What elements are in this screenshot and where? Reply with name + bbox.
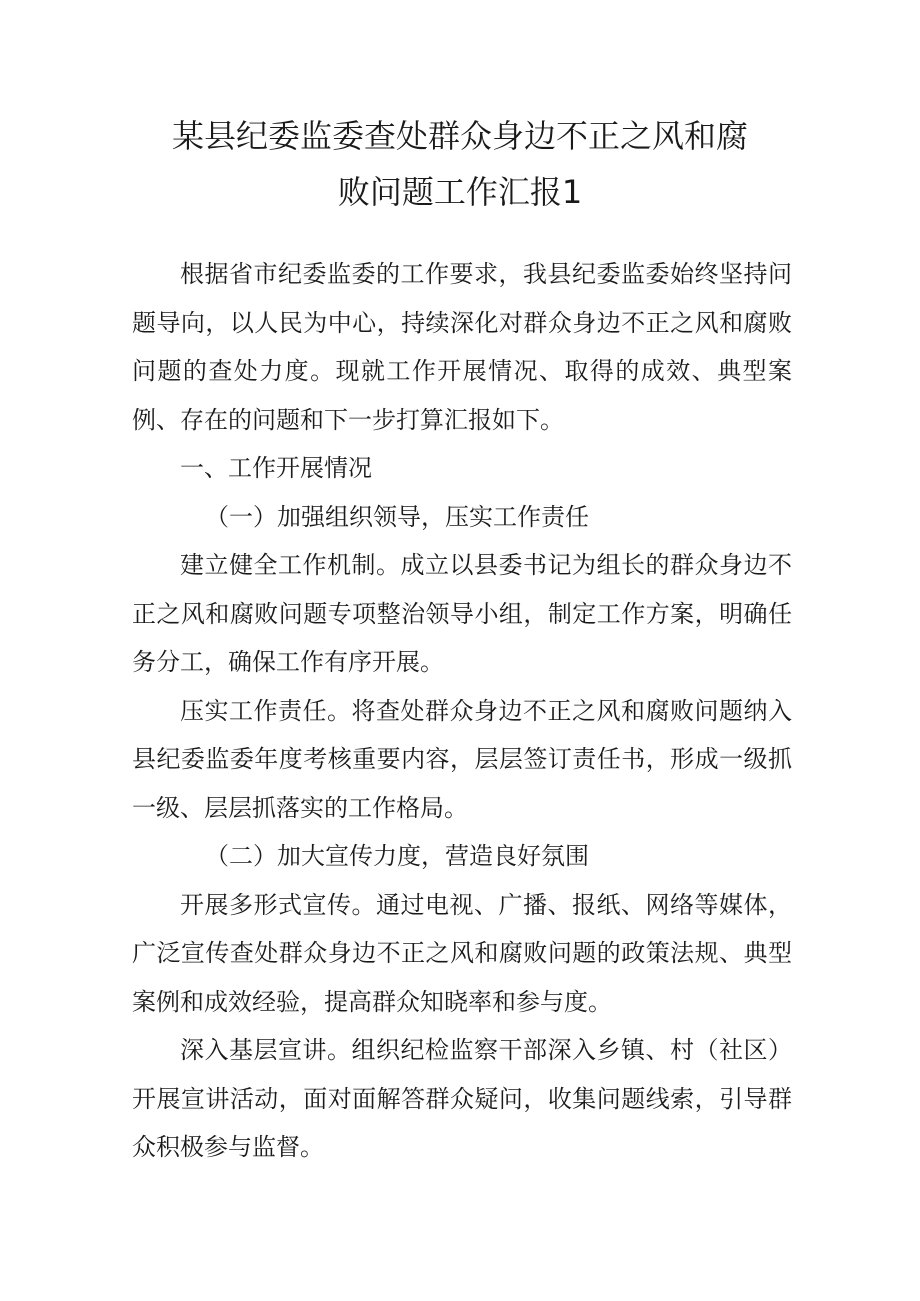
document-title bbox=[130, 108, 790, 220]
subsection-heading-2: （二）加大宣传力度，营造良好氛围 bbox=[205, 842, 589, 870]
body-paragraph: 压实工作责任。将查处群众身边不正之风和腐败问题纳入县纪委监委年度考核重要内容，层层签订责任书，形成一级抓一级、层层抓落实的工作格局。 bbox=[132, 696, 792, 822]
title-line-2: 败问题工作汇报1 bbox=[337, 173, 583, 211]
body-paragraph: 建立健全工作机制。成立以县委书记为组长的群众身边不正之风和腐败问题专项整治领导小组，制定工作方案，明确任务分工，确保工作有序开展。 bbox=[132, 551, 792, 676]
subsection-heading-1: （一）加强组织领导，压实工作责任 bbox=[205, 502, 589, 531]
body-paragraph: 开展多形式宣传。通过电视、广播、报纸、网络等媒体，广泛宣传查处群众身边不正之风和腐败问题的政策法规、典型案例和成效经验，提高群众知晓率和参与度。 bbox=[132, 890, 792, 1016]
body-paragraph: 深入基层宣讲。组织纪检监察干部深入乡镇、村（社区）开展宣讲活动，面对面解答群众疑问，收集问题线索，引导群众积极参与监督。 bbox=[132, 1036, 792, 1161]
section-heading-1: 一、工作开展情况 bbox=[180, 454, 372, 482]
intro-paragraph: 根据省市纪委监委的工作要求，我县纪委监委始终坚持问题导向，以人民为中心，持续深化对群众身边不正之风和腐败问题的查处力度。现就工作开展情况、取得的成效、典型案例、存在的问题和下一步打算汇报如下。 bbox=[132, 260, 792, 434]
title-line-1: 某县纪委监委查处群众身边不正之风和腐 bbox=[171, 117, 748, 155]
document-body bbox=[132, 250, 792, 1172]
